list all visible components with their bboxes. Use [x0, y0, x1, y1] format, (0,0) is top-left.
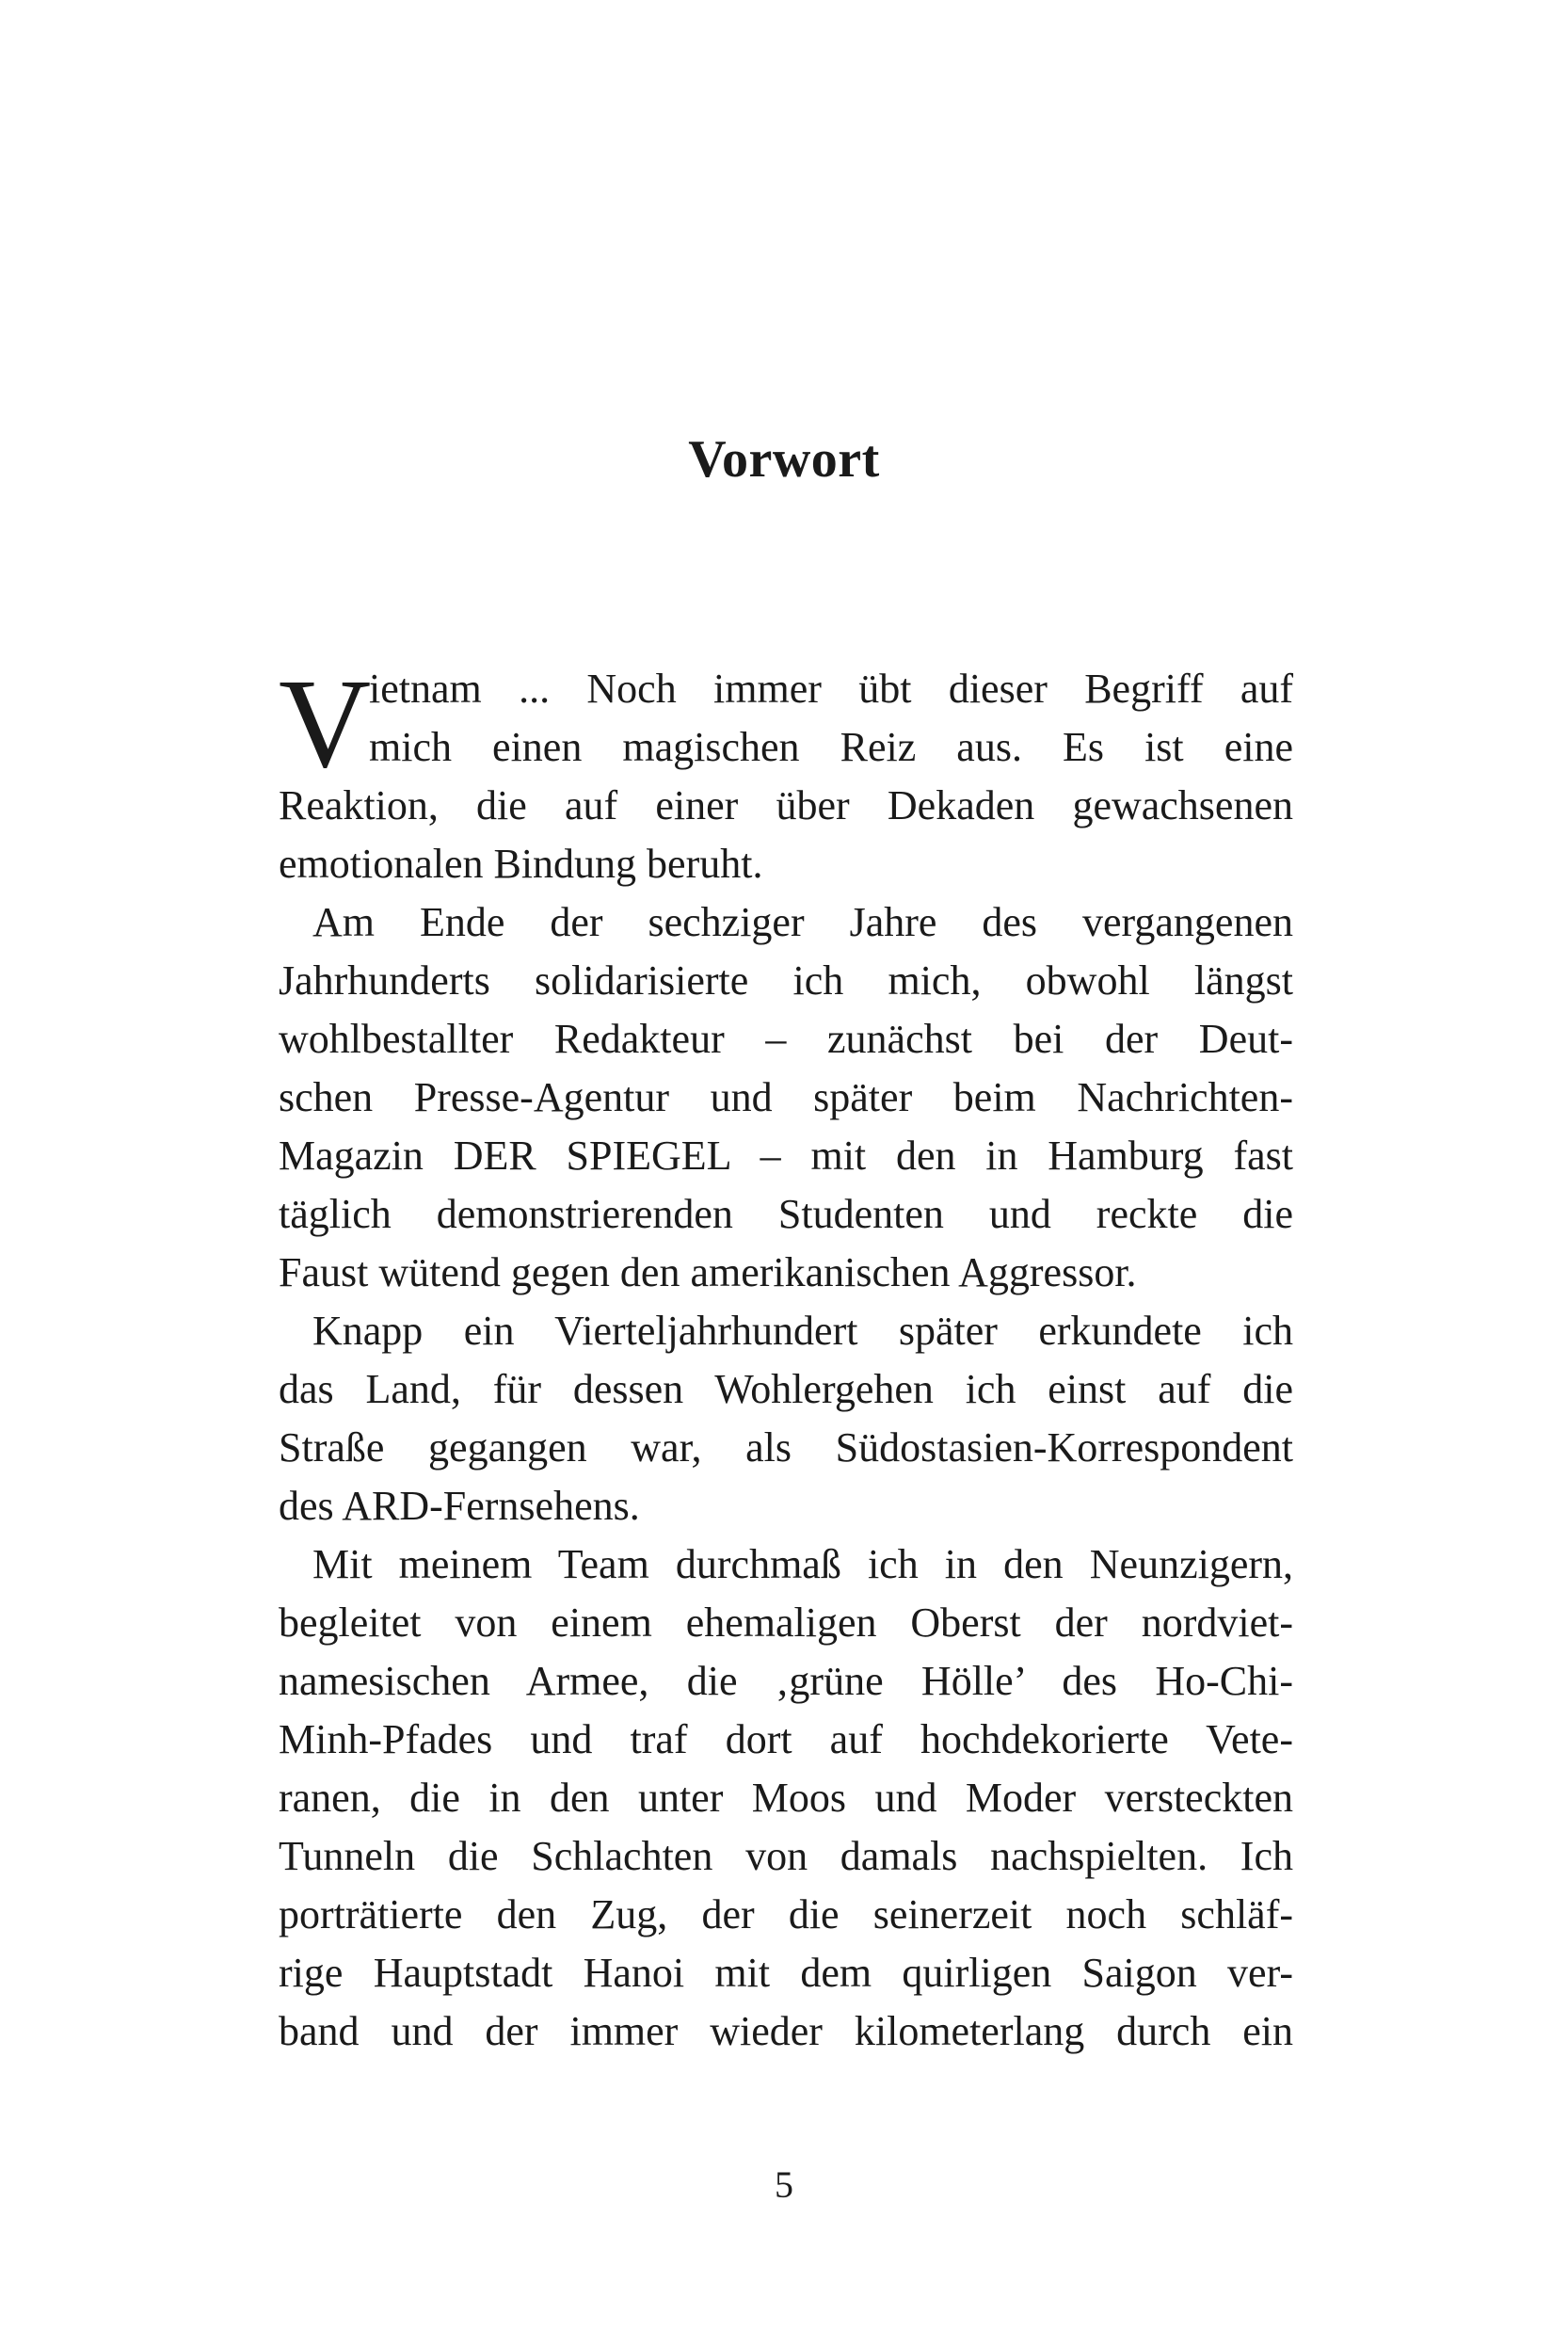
text-line: mich einen magischen Reiz aus. Es ist eine — [369, 724, 1293, 770]
text-line: Mit meinem Team durchmaß ich in den Neunzigern, — [312, 1541, 1293, 1587]
text-line: ranen, die in den unter Moos und Moder versteckten — [279, 1775, 1293, 1821]
text-line: band und der immer wieder kilometerlang durch ein — [279, 2008, 1293, 2054]
text-line: rige Hauptstadt Hanoi mit dem quirligen Saigon ver- — [279, 1950, 1293, 1996]
page-number: 5 — [775, 2163, 793, 2206]
text-line: namesischen Armee, die ‚grüne Hölle’ des Ho-Chi- — [279, 1658, 1293, 1704]
text-line: Jahrhunderts solidarisierte ich mich, obwohl längst — [279, 957, 1293, 1004]
text-line: ietnam ... Noch immer übt dieser Begriff auf — [369, 666, 1293, 712]
text-line: Reaktion, die auf einer über Dekaden gewachsenen — [279, 782, 1293, 828]
text-line: Tunneln die Schlachten von damals nachspielten. Ich — [279, 1833, 1293, 1879]
body-text — [279, 653, 1293, 2061]
drop-cap: V — [279, 653, 372, 795]
text-line: schen Presse-Agentur und später beim Nachrichten- — [279, 1074, 1293, 1120]
text-line: Minh-Pfades und traf dort auf hochdekorierte Vete- — [279, 1716, 1293, 1762]
text-line: emotionalen Bindung beruht. — [279, 841, 763, 887]
text-line: des ARD-Fernsehens. — [279, 1483, 640, 1529]
text-line: das Land, für dessen Wohlergehen ich einst auf die — [279, 1366, 1293, 1412]
text-line: Straße gegangen war, als Südostasien-Korrespondent — [279, 1424, 1293, 1471]
text-line: Knapp ein Vierteljahrhundert später erkundete ich — [312, 1308, 1293, 1354]
text-line: Am Ende der sechziger Jahre des vergangenen — [312, 899, 1293, 945]
text-line: Faust wütend gegen den amerikanischen Aggressor. — [279, 1249, 1137, 1295]
text-line: Magazin DER SPIEGEL – mit den in Hamburg fast — [279, 1133, 1293, 1179]
text-line: wohlbestallter Redakteur – zunächst bei der Deut- — [279, 1016, 1293, 1062]
text-line: begleitet von einem ehemaligen Oberst der nordviet- — [279, 1599, 1293, 1646]
chapter-title: Vorwort — [688, 430, 880, 489]
text-line: täglich demonstrierenden Studenten und reckte die — [279, 1191, 1293, 1237]
text-line: porträtierte den Zug, der die seinerzeit noch schläf- — [279, 1891, 1293, 1937]
